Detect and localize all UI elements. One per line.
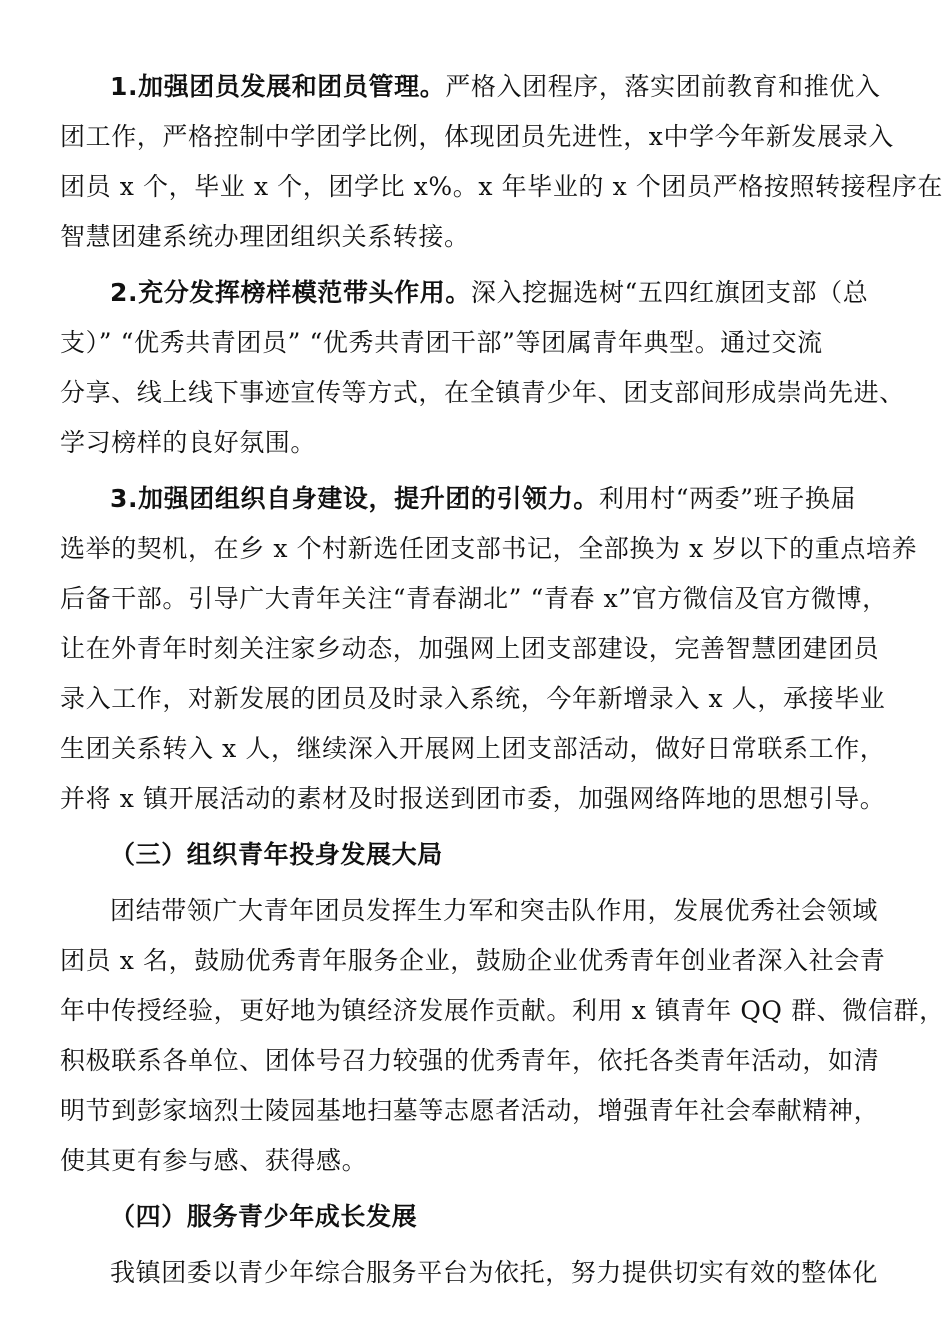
section-heading-3: （三）组织青年投身发展大局: [110, 840, 443, 869]
paragraph-line: 让在外青年时刻关注家乡动态，加强网上团支部建设，完善智慧团建团员: [60, 634, 880, 663]
paragraph-line: 学习榜样的良好氛围。: [60, 428, 317, 457]
paragraph-heading: 1.加强团员发展和团员管理。: [110, 72, 446, 101]
paragraph-line: [60, 268, 892, 318]
paragraph-text: 深入挖掘选树“五四红旗团支部（总: [470, 278, 869, 307]
section-3-body: [60, 886, 945, 1186]
paragraph-line: 使其更有参与感、获得感。: [60, 1146, 368, 1175]
paragraph-line: 分享、线上线下事迹宣传等方式，在全镇青少年、团支部间形成崇尚先进、: [60, 378, 905, 407]
paragraph-heading: 3.加强团组织自身建设，提升团的引领力。: [110, 484, 599, 513]
paragraph-text: 严格入团程序，落实团前教育和推优入: [445, 72, 881, 101]
paragraph-3: [60, 474, 918, 824]
paragraph-line: 明节到彭家垴烈士陵园基地扫墓等志愿者活动，增强青年社会奉献精神，: [60, 1096, 880, 1125]
paragraph-line: 积极联系各单位、团体号召力较强的优秀青年，依托各类青年活动，如清: [60, 1046, 880, 1075]
paragraph-line: 后备干部。引导广大青年关注“青春湖北” “青春 x”官方微信及官方微博，: [60, 584, 888, 613]
section-heading-4: （四）服务青少年成长发展: [110, 1202, 418, 1231]
paragraph-line: [60, 62, 892, 112]
paragraph-line: 支）” “优秀共青团员” “优秀共青团干部”等团属青年典型。通过交流: [60, 328, 823, 357]
paragraph-1: [60, 62, 944, 262]
paragraph-line: 录入工作，对新发展的团员及时录入系统，今年新增录入 x 人，承接毕业: [60, 684, 886, 713]
paragraph-line: 团结带领广大青年团员发挥生力军和突击队作用，发展优秀社会领域: [110, 896, 879, 925]
paragraph-line: 年中传授经验，更好地为镇经济发展作贡献。利用 x 镇青年 QQ 群、微信群，: [60, 996, 945, 1025]
paragraph-line: [60, 474, 892, 524]
paragraph-line: 智慧团建系统办理团组织关系转接。: [60, 222, 470, 251]
paragraph-line: 团工作，严格控制中学团学比例，体现团员先进性，x中学今年新发展录入: [60, 122, 894, 151]
document-page: [60, 62, 945, 1298]
paragraph-line: 团员 x 名，鼓励优秀青年服务企业，鼓励企业优秀青年创业者深入社会青: [60, 946, 886, 975]
paragraph-line: 团员 x 个，毕业 x 个，团学比 x%。x 年毕业的 x 个团员严格按照转接程序在: [60, 172, 944, 201]
paragraph-heading: 2.充分发挥榜样模范带头作用。: [110, 278, 471, 307]
paragraph-line: 我镇团委以青少年综合服务平台为依托，努力提供切实有效的整体化: [110, 1258, 879, 1287]
section-4-body: [60, 1248, 892, 1298]
paragraph-line: 并将 x 镇开展活动的素材及时报送到团市委，加强网络阵地的思想引导。: [60, 784, 886, 813]
paragraph-text: 利用村“两委”班子换届: [598, 484, 857, 513]
paragraph-line: 选举的契机，在乡 x 个村新选任团支部书记，全部换为 x 岁以下的重点培养: [60, 534, 918, 563]
paragraph-line: 生团关系转入 x 人，继续深入开展网上团支部活动，做好日常联系工作，: [60, 734, 886, 763]
paragraph-2: [60, 268, 905, 468]
